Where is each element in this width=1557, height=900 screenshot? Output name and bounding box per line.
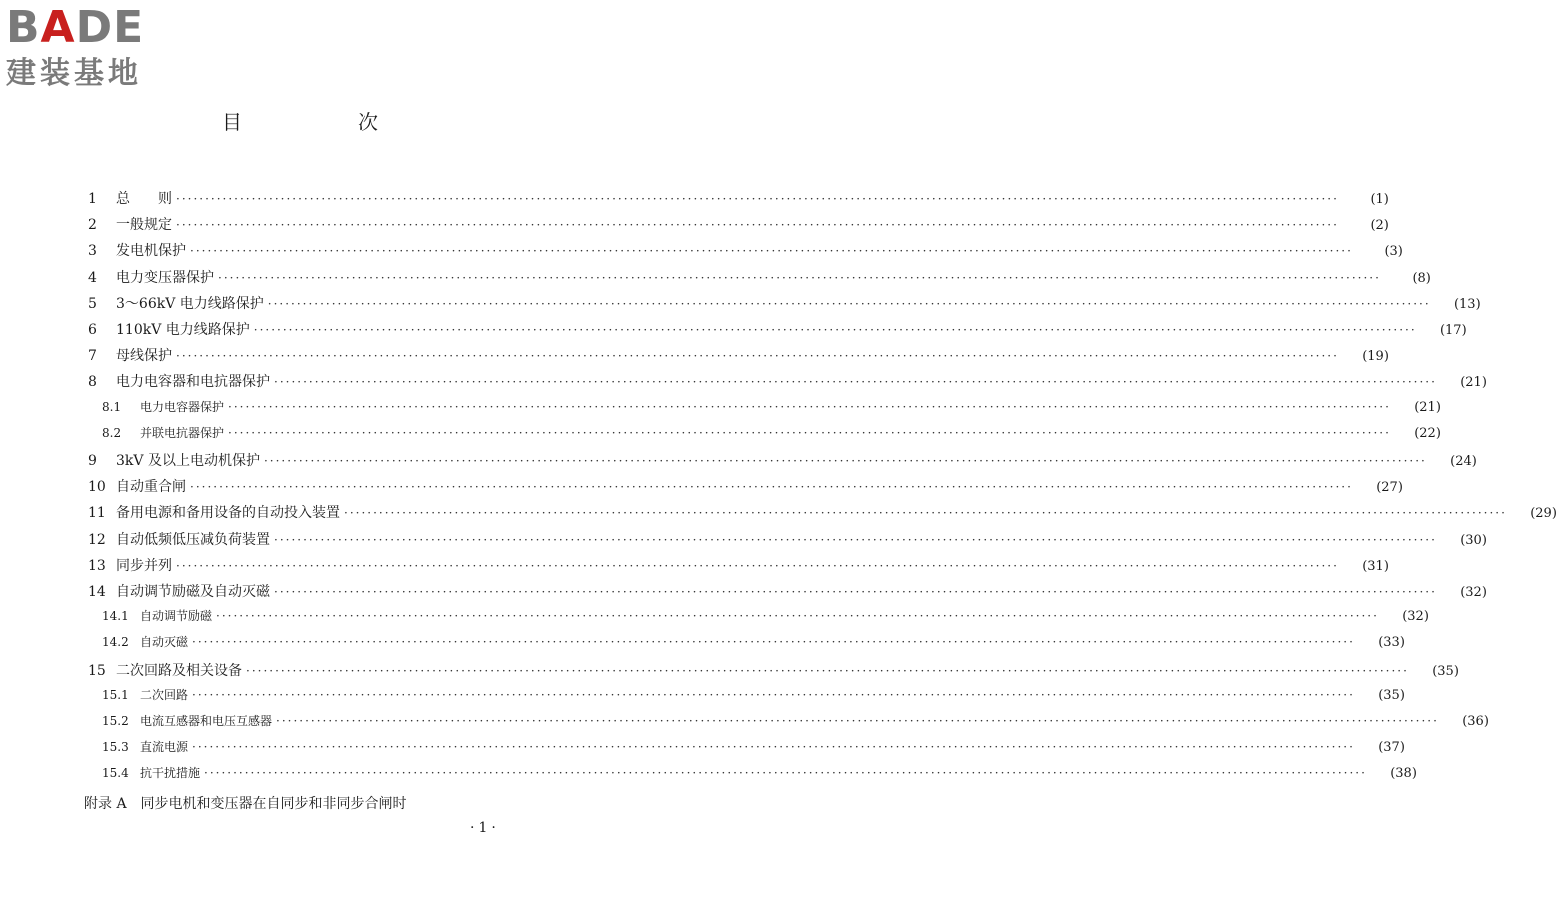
toc-entry-number: 15.3 — [102, 740, 129, 755]
toc-entry — [88, 398, 1441, 422]
toc-entry-title: 110kV 电力线路保护 — [116, 322, 250, 338]
logo-subtitle: 建装基地 — [6, 56, 142, 91]
toc-entry-page: (36) — [1462, 714, 1489, 729]
toc-entry-number: 15.1 — [102, 687, 129, 702]
toc-entry — [88, 738, 1405, 762]
toc-entry-title: 自动调节励磁及自动灭磁 — [116, 584, 270, 600]
toc-entry-page: (24) — [1450, 454, 1477, 469]
toc-entry-number: 8.1 — [102, 399, 122, 414]
toc-entry-page: (3) — [1384, 244, 1403, 260]
toc-entry-page: (17) — [1439, 323, 1467, 338]
toc-leader-dots: ········································································································································································································ — [190, 244, 1353, 259]
toc-entry-page: (32) — [1402, 609, 1429, 625]
toc-entry-title: 3～66kV 电力线路保护 — [116, 295, 264, 312]
toc-leader-dots: ········································································································································································································ — [190, 480, 1353, 495]
toc-entry — [88, 686, 1405, 710]
toc-entry — [88, 371, 1487, 395]
toc-entry-title: 电力电容器保护 — [140, 399, 225, 414]
toc-annex-title: 附录 A 同步电机和变压器在自同步和非同步合闸时 — [84, 795, 407, 812]
toc-entry-page: (1) — [1370, 192, 1389, 207]
toc-entry-title: 抗干扰措施 — [140, 766, 201, 781]
toc-entry-title: 电力变压器保护 — [116, 269, 214, 286]
toc-leader-dots: ········································································································································································································ — [176, 192, 1339, 206]
toc-entry-page: (31) — [1362, 558, 1389, 574]
toc-leader-dots: ········································································································································································································ — [192, 687, 1355, 702]
toc-entry-title: 母线保护 — [116, 348, 172, 365]
toc-leader-dots: ········································································································································································································ — [204, 766, 1367, 781]
toc-leader-dots: ········································································································································································································ — [276, 714, 1439, 728]
toc-leader-dots: ········································································································································································································ — [176, 349, 1339, 364]
toc-entry-page: (13) — [1453, 296, 1481, 312]
toc-entry-number: 8 — [88, 374, 97, 391]
toc-entry-page: (38) — [1390, 766, 1417, 782]
logo-letters-de: DE — [75, 2, 145, 53]
toc-entry-title: 备用电源和备用设备的自动投入装置 — [116, 505, 340, 522]
toc-leader-dots: ········································································································································································································ — [263, 454, 1427, 468]
toc-entry-page: (21) — [1460, 375, 1487, 391]
toc-leader-dots: ········································································································································································································ — [176, 218, 1339, 233]
toc-entry-page: (30) — [1460, 532, 1487, 548]
toc-entry-page: (27) — [1376, 480, 1403, 496]
toc-leader-dots: ········································································································································································································ — [176, 558, 1339, 573]
toc-entry-page: (2) — [1370, 218, 1389, 234]
toc-leader-dots: ········································································································································································································ — [274, 532, 1437, 547]
toc-entry-title: 电流互感器和电压互感器 — [140, 714, 273, 728]
toc-entry-title: 电力电容器和电抗器保护 — [116, 374, 270, 391]
toc-entry-title: 3kV 及以上电动机保护 — [116, 453, 260, 469]
toc-entry — [88, 555, 1389, 579]
toc-entry — [88, 267, 1431, 291]
toc-entry — [88, 240, 1403, 264]
toc-entry — [88, 660, 1459, 684]
toc-entry-number: 14.1 — [102, 609, 129, 624]
toc-entry-number: 12 — [88, 531, 106, 548]
toc-leader-dots: ········································································································································································································ — [228, 399, 1391, 414]
toc-entry — [88, 424, 1441, 448]
toc-entry-title: 自动灭磁 — [140, 635, 189, 650]
toc-leader-dots: ········································································································································································································ — [246, 663, 1409, 678]
toc-entry — [88, 607, 1429, 631]
toc-leader-dots: ········································································································································································································ — [192, 635, 1355, 650]
toc-entry-title: 二次回路 — [140, 687, 189, 702]
toc-entry-title: 总 则 — [116, 191, 172, 207]
toc-entry-page: (22) — [1414, 425, 1441, 441]
toc-leader-dots: ········································································································································································································ — [344, 506, 1507, 521]
toc-entry — [88, 633, 1405, 657]
toc-entry-number: 7 — [88, 348, 97, 365]
toc-entry-page: (32) — [1460, 585, 1487, 600]
toc-entry-title: 一般规定 — [116, 217, 172, 234]
toc-entry — [88, 581, 1487, 605]
toc-entry — [88, 450, 1477, 474]
toc-entry-page: (33) — [1378, 635, 1405, 651]
toc-entry-number: 4 — [88, 269, 97, 286]
toc-entry-number: 13 — [88, 557, 106, 574]
toc-leader-dots: ········································································································································································································ — [274, 375, 1437, 390]
toc-leader-dots: ········································································································································································································ — [216, 609, 1379, 624]
toc-entry — [88, 319, 1467, 343]
toc-entry — [88, 214, 1389, 238]
toc-entry-title: 自动重合闸 — [116, 479, 186, 496]
toc-entry-number: 3 — [88, 243, 97, 260]
toc-entry-number: 10 — [88, 479, 106, 496]
toc-entry-title: 直流电源 — [140, 740, 189, 755]
brand-logo — [6, 2, 176, 92]
toc-entry-page: (21) — [1414, 399, 1441, 415]
page-number: ·1· — [470, 820, 500, 836]
toc-annex-entry — [84, 793, 530, 817]
toc-entry-title: 同步并列 — [116, 557, 172, 574]
toc-entry-title: 并联电抗器保护 — [140, 425, 225, 440]
toc-entry-page: (29) — [1530, 506, 1557, 522]
toc-entry — [88, 764, 1417, 788]
toc-entry-number: 14.2 — [102, 635, 129, 650]
toc-entry — [88, 712, 1489, 736]
toc-entry-number: 15.2 — [102, 714, 129, 728]
toc-entry-page: (37) — [1378, 740, 1405, 756]
toc-entry-title: 二次回路及相关设备 — [116, 662, 242, 679]
toc-entry-page: (35) — [1378, 687, 1405, 703]
toc-entry — [88, 188, 1389, 212]
toc-entry-page: (35) — [1432, 663, 1459, 679]
toc-entry — [88, 293, 1481, 317]
toc-entry-number: 9 — [88, 453, 97, 469]
toc-entry-page: (19) — [1362, 349, 1389, 365]
toc-entry-page: (8) — [1412, 270, 1431, 286]
toc-leader-dots: ········································································································································································································ — [228, 425, 1391, 440]
toc-leader-dots: ········································································································································································································ — [218, 270, 1381, 285]
toc-entry — [88, 529, 1487, 553]
toc-entry-number: 15.4 — [102, 766, 129, 781]
toc-leader-dots: ········································································································································································································ — [192, 740, 1355, 755]
toc-leader-dots: ········································································································································································································ — [267, 296, 1431, 311]
toc-entry-number: 15 — [88, 662, 106, 679]
toc-entry-title: 自动调节励磁 — [140, 609, 213, 624]
logo-letter-b: B — [6, 2, 41, 53]
toc-entry-number: 11 — [88, 505, 106, 522]
toc-entry-number: 1 — [88, 191, 97, 207]
toc-leader-dots: ········································································································································································································ — [274, 585, 1437, 599]
toc-entry-number: 8.2 — [102, 425, 122, 440]
toc-leader-dots: ········································································································································································································ — [253, 323, 1417, 337]
toc-entry-number: 5 — [88, 295, 97, 312]
toc-entry-number: 2 — [88, 217, 97, 234]
logo-letter-a: A — [40, 2, 76, 53]
toc-entry — [88, 476, 1403, 500]
toc-entry — [88, 502, 1557, 526]
toc-entry-title: 自动低频低压减负荷装置 — [116, 531, 270, 548]
page-title: 目 次 — [222, 110, 426, 134]
toc-entry-title: 发电机保护 — [116, 243, 186, 260]
toc-entry — [88, 345, 1389, 369]
toc-entry-number: 6 — [88, 322, 97, 338]
logo-wordmark — [6, 2, 176, 53]
toc-entry-number: 14 — [88, 584, 106, 600]
